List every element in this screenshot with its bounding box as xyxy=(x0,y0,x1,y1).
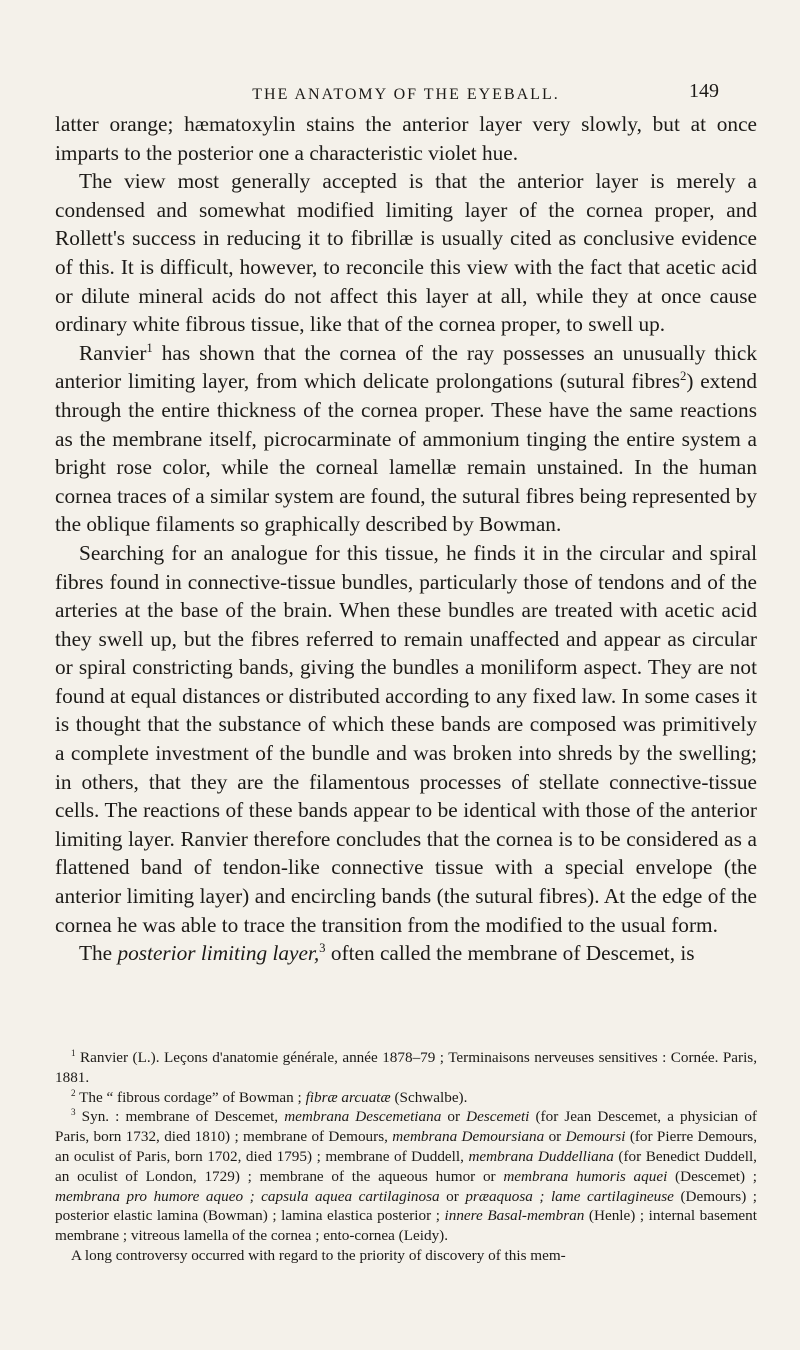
footnote-3-seg: or xyxy=(439,1187,466,1205)
footnote-3-seg: (for Pierre Demours, an oculist of Paris, born 1702, died 1795) ; membrane of Duddell, xyxy=(55,1128,758,1165)
footnote-ref-2: 2 xyxy=(680,369,687,384)
paragraph-analogue: Searching for an analogue for this tissue, he finds it in the circular and spiral fibres found in connective-tissue bundles, particularly those of tendons and of the arteries at the base of the brain. When these bundles are treated with acetic acid they swell up, but the fibres referred to remain unaffected and appear as circular or spiral constricting bands, giving the bundles a moniliform aspect. They are not found at equal distances or distributed according to any fixed law. In some cases it is thought that the substance of which these bands are composed was primitively a complete investment of the bundle and was broken into shreds by the swelling; in others, that they are the filamentous processes of stellate connective-tissue cells. The reactions of these bands appear to be identical with those of the anterior limiting layer. Ranvier therefore concludes that the cornea is to be considered as a flattened band of tendon-like connective tissue with a special envelope (the anterior limiting layer) and encircling bands (the sutural fibres). At the edge of the cornea he was able to trace the transition from the modified to the usual form. xyxy=(55,540,757,937)
footnote-ref-1: 1 xyxy=(146,340,153,355)
footnote-3-italic: præaquosa ; lame cartilagineuse xyxy=(465,1187,674,1205)
footnote-continuation: A long controversy occurred with regard to the priority of discovery of this mem- xyxy=(71,1246,566,1264)
footnote-1-text: Ranvier (L.). Leçons d'anatomie générale, année 1878–79 ; Terminaisons nerveuses sensitives : Cornée. Paris, 1881. xyxy=(55,1049,757,1086)
body-text xyxy=(55,110,757,968)
footnote-2-italic: fibræ arcuatæ xyxy=(305,1088,391,1106)
running-title: THE ANATOMY OF THE EYEBALL. xyxy=(252,86,560,103)
footnote-3-seg: (for Jean Descemet, a physician of Paris, born 1732, died 1810) ; membrane of Demours, xyxy=(55,1108,757,1146)
paragraph-ranvier xyxy=(55,339,757,539)
footnote-3-seg: (for Benedict Duddell, an oculist of London, 1729) ; membrane of the aqueous humor or xyxy=(55,1147,757,1185)
footnote-1 xyxy=(55,1048,757,1088)
footnote-2 xyxy=(55,1088,757,1108)
posterior-text-b: often called the membrane of Descemet, is xyxy=(325,941,695,966)
footnote-3-italic: membrana humoris aquei xyxy=(503,1167,668,1185)
footnote-3-italic: membrana Demoursiana xyxy=(392,1128,545,1146)
page-number: 149 xyxy=(689,80,719,102)
footnote-2-text-a: The “ fibrous cordage” of Bowman ; xyxy=(75,1088,306,1106)
footnote-ref-3: 3 xyxy=(319,941,326,956)
footnote-3-seg: (Henle) ; internal basement membrane ; vitreous lamella of the cornea ; ento-cornea (Leidy). xyxy=(55,1207,757,1245)
paragraph-posterior-layer xyxy=(55,939,757,968)
footnote-3-marker: 3 xyxy=(71,1107,76,1118)
footnote-3 xyxy=(55,1107,757,1246)
paragraph-anterior-layer-view: The view most generally accepted is that the anterior layer is merely a condensed and somewhat modified limiting layer of the cornea proper, and Rollett's success in reducing it to fibrillæ is usually cited as conclusive evidence of this. It is difficult, however, to reconcile this view with the fact that acetic acid or dilute mineral acids do not affect this layer at all, while they at once cause ordinary white fibrous tissue, like that of the cornea proper, to swell up. xyxy=(55,169,757,337)
footnote-3-italic: innere Basal-membran xyxy=(444,1207,585,1225)
ranvier-text-a: has shown that the cornea of the ray possesses an unusually thick anterior limiting layer, from which delicate prolongations (sutural fibres xyxy=(55,340,757,394)
footnote-2-text-b: (Schwalbe). xyxy=(390,1088,468,1106)
footnote-3-italic: membrana Descemetiana xyxy=(284,1108,442,1126)
footnote-3-italic: Descemeti xyxy=(466,1108,530,1126)
footnotes xyxy=(55,1048,757,1266)
ranvier-name: Ranvier xyxy=(79,340,147,365)
footnote-2-marker: 2 xyxy=(71,1087,76,1098)
posterior-limiting-layer-term: posterior limiting layer, xyxy=(117,941,320,966)
footnote-3-italic: membrana pro humore aqueo ; capsula aquea cartilaginosa xyxy=(55,1187,440,1205)
ranvier-text-b: ) extend through the entire thickness of the cornea proper. These have the same reactions as the membrane itself, picrocarminate of ammonium tinging the entire system a bright rose color, while the corneal lamellæ remain unstained. In the human cornea traces of a similar system are found, the sutural fibres being represented by the oblique filaments so graphically described by Bowman. xyxy=(55,369,757,537)
footnote-3-seg: Syn. : membrane of Descemet, xyxy=(75,1108,285,1126)
footnote-3-seg: or xyxy=(441,1108,467,1126)
paragraph-continuation: latter orange; hæmatoxylin stains the anterior layer very slowly, but at once imparts to the posterior one a characteristic violet hue. xyxy=(55,112,757,165)
running-head xyxy=(55,72,757,102)
footnote-3-seg: (Demours) ; posterior elastic lamina (Bowman) ; lamina elastica posterior ; xyxy=(55,1187,758,1225)
footnote-3-italic: membrana Duddelliana xyxy=(468,1147,614,1165)
posterior-text-a: The xyxy=(79,941,118,966)
footnote-3-seg: or xyxy=(544,1128,566,1146)
footnote-3-seg: (Descemet) ; xyxy=(667,1167,757,1185)
footnote-3-italic: Demoursi xyxy=(565,1128,626,1146)
footnote-1-marker: 1 xyxy=(71,1047,76,1058)
